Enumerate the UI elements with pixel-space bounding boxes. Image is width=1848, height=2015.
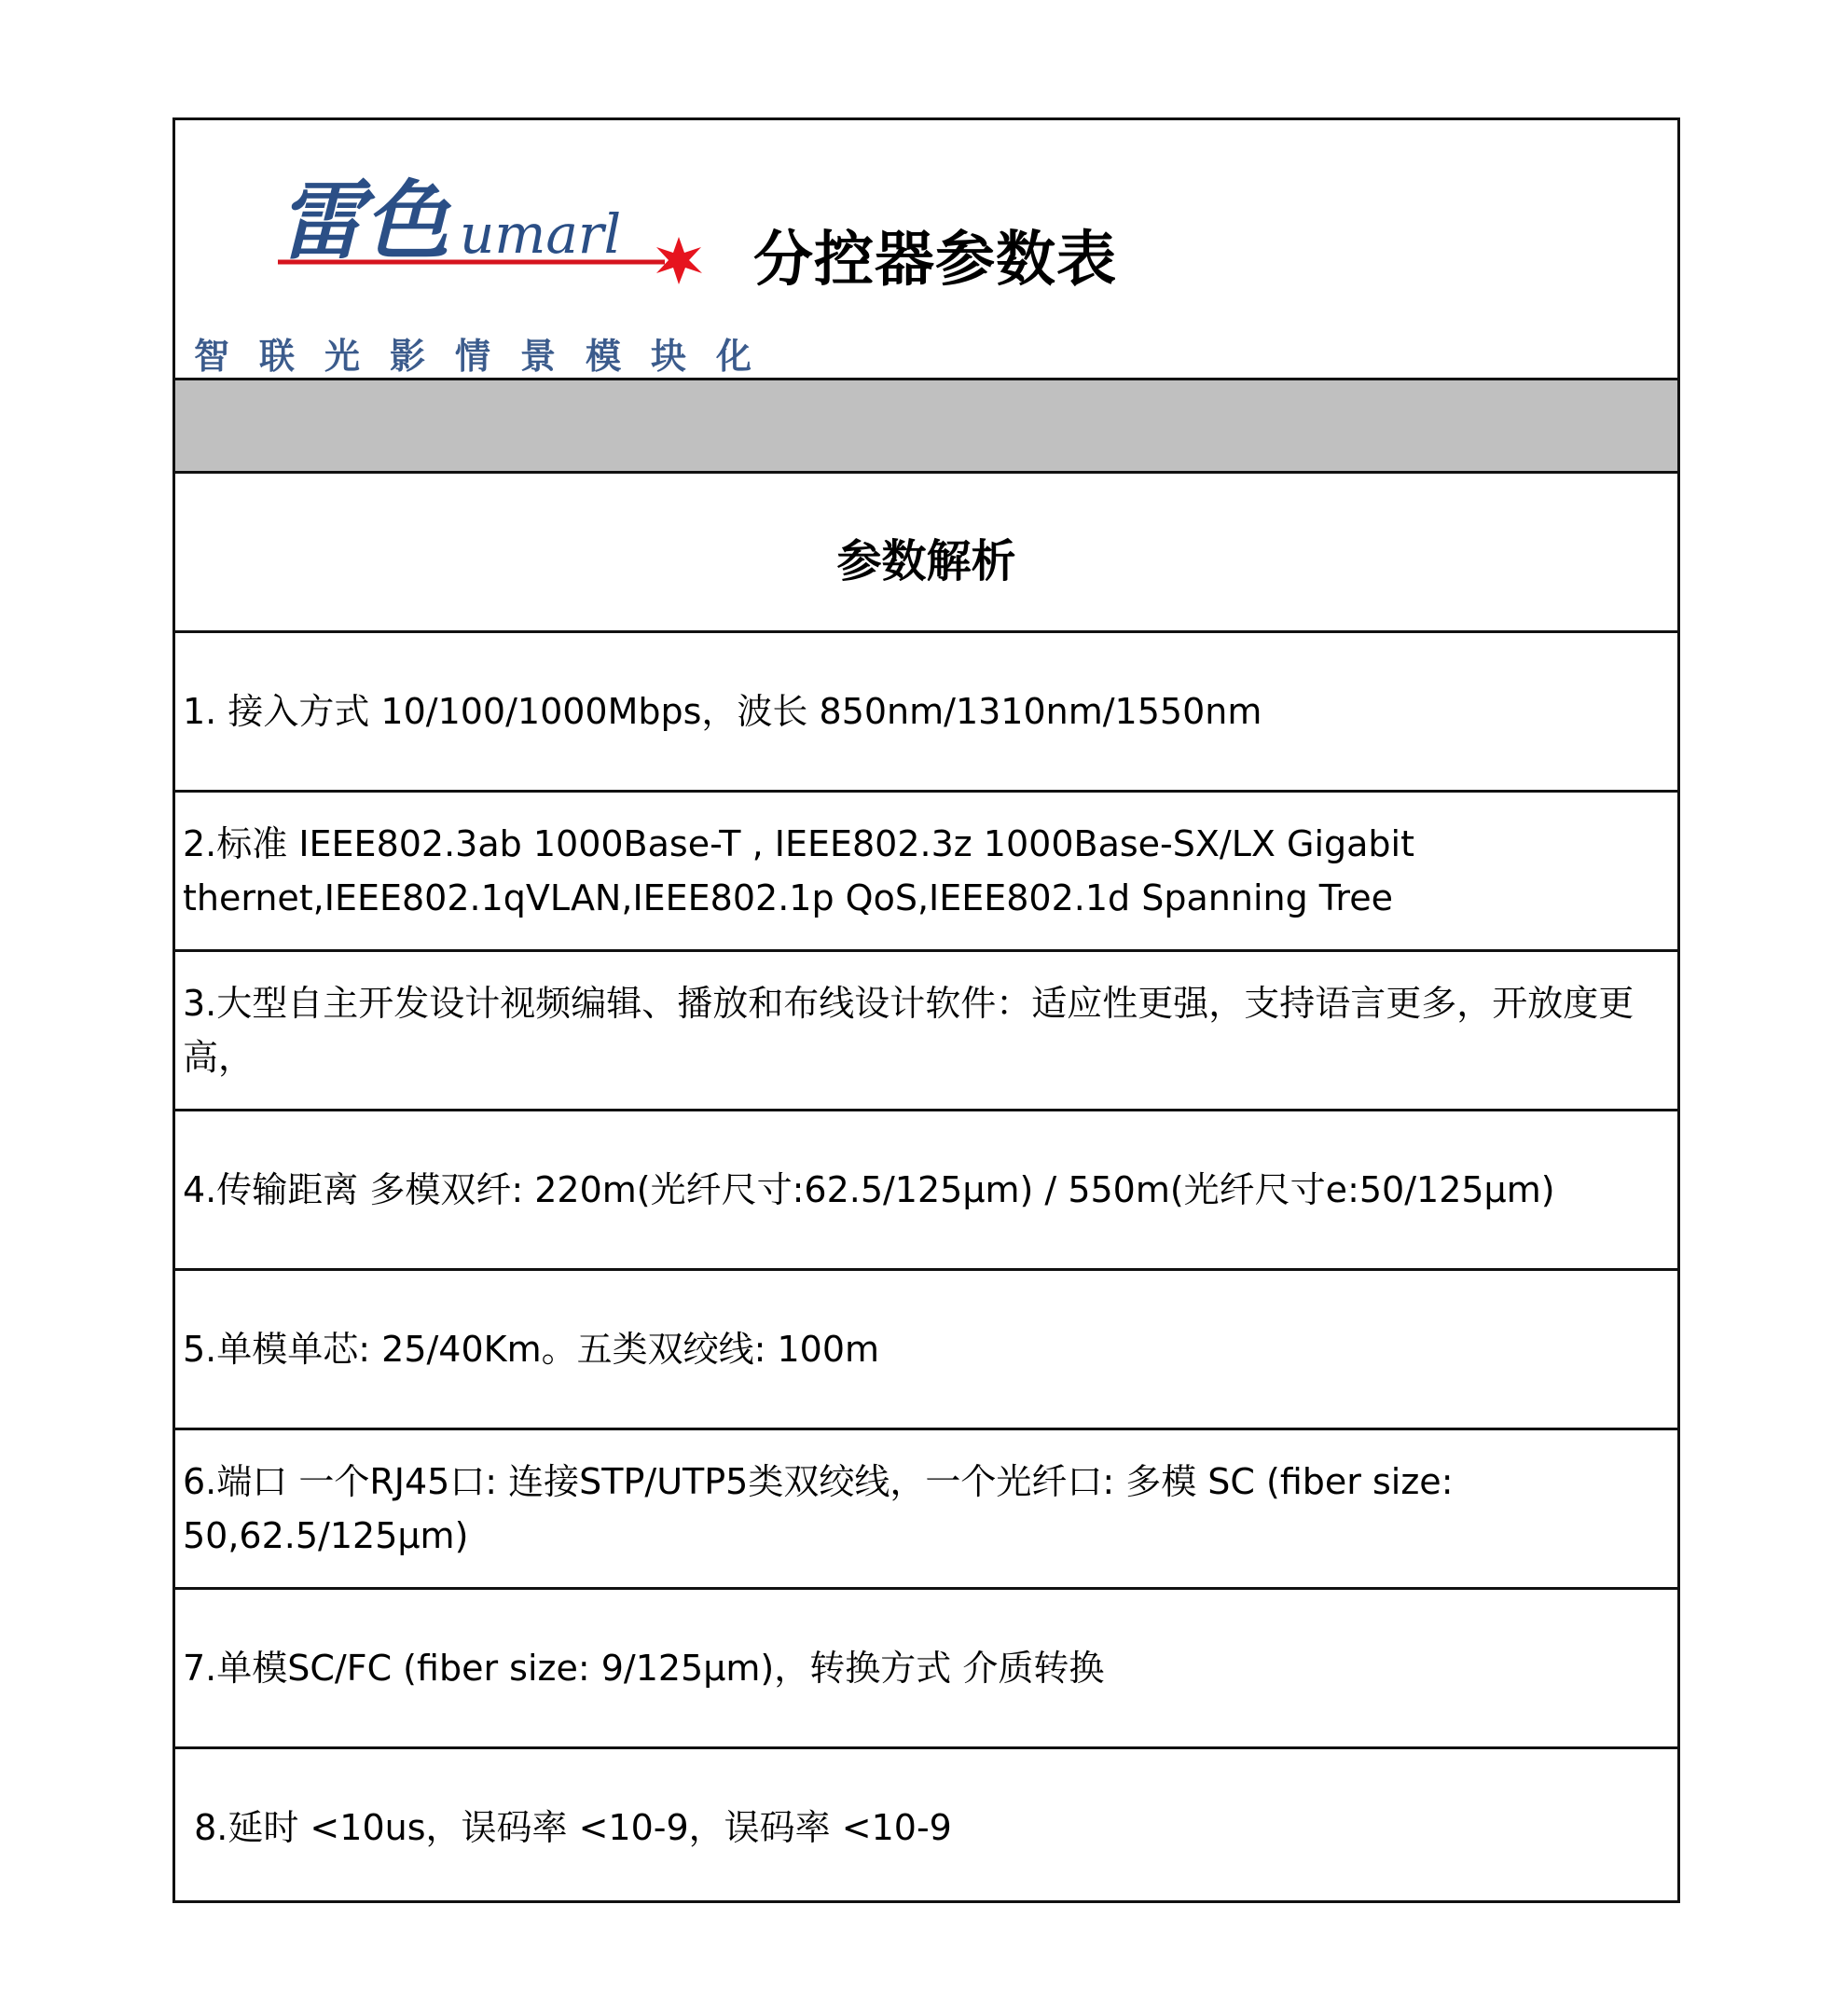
param-row-7 — [175, 1587, 1677, 1746]
param-text: 3.大型自主开发设计视频编辑、播放和布线设计软件：适应性更强，支持语言更多，开放度更高， — [183, 983, 1634, 1078]
company-logo — [194, 148, 782, 377]
table-header — [175, 120, 1677, 378]
section-header — [175, 471, 1677, 630]
param-text: 5.单模单芯: 25/40Km。五类双绞线: 100m — [183, 1329, 880, 1370]
param-row-4 — [175, 1109, 1677, 1268]
param-text: 1. 接入方式 10/100/1000Mbps，波长 850nm/1310nm/1550nm — [183, 691, 1262, 732]
gray-band — [175, 378, 1677, 471]
logo-graphic — [194, 148, 716, 316]
svg-text:umarl: umarl — [460, 202, 622, 266]
page-title: 分控器参数表 — [753, 226, 1117, 295]
param-text: 6.端口 一个RJ45口: 连接STP/UTP5类双绞线，一个光纤口: 多模 SC (fiber size: 50,62.5/125μm) — [183, 1461, 1465, 1556]
logo-slogan: 智联光影情景模块化 — [194, 335, 782, 377]
param-text: 4.传输距离 多模双纤: 220m(光纤尺寸:62.5/125μm) / 550m(光纤尺寸e:50/125μm) — [183, 1169, 1555, 1210]
param-text: 8.延时 <10us，误码率 <10-9，误码率 <10-9 — [183, 1807, 952, 1848]
param-row-3 — [175, 949, 1677, 1109]
param-row-5 — [175, 1268, 1677, 1428]
param-row-6 — [175, 1428, 1677, 1587]
param-text: 7.单模SC/FC (fiber size: 9/125μm)，转换方式 介质转换 — [183, 1648, 1105, 1689]
param-row-1 — [175, 630, 1677, 790]
param-row-2 — [175, 790, 1677, 949]
parameter-table — [172, 117, 1680, 1903]
section-title: 参数解析 — [836, 534, 1016, 587]
param-row-8 — [175, 1746, 1677, 1906]
param-text: 2.标准 IEEE802.3ab 1000Base-T , IEEE802.3z 1000Base-SX/LX Gigabit thernet,IEEE802.1qVLAN,IEEE802.1p QoS,IEEE802.1d Spanning Tree — [183, 823, 1427, 918]
svg-text:雷色: 雷色 — [278, 171, 450, 271]
